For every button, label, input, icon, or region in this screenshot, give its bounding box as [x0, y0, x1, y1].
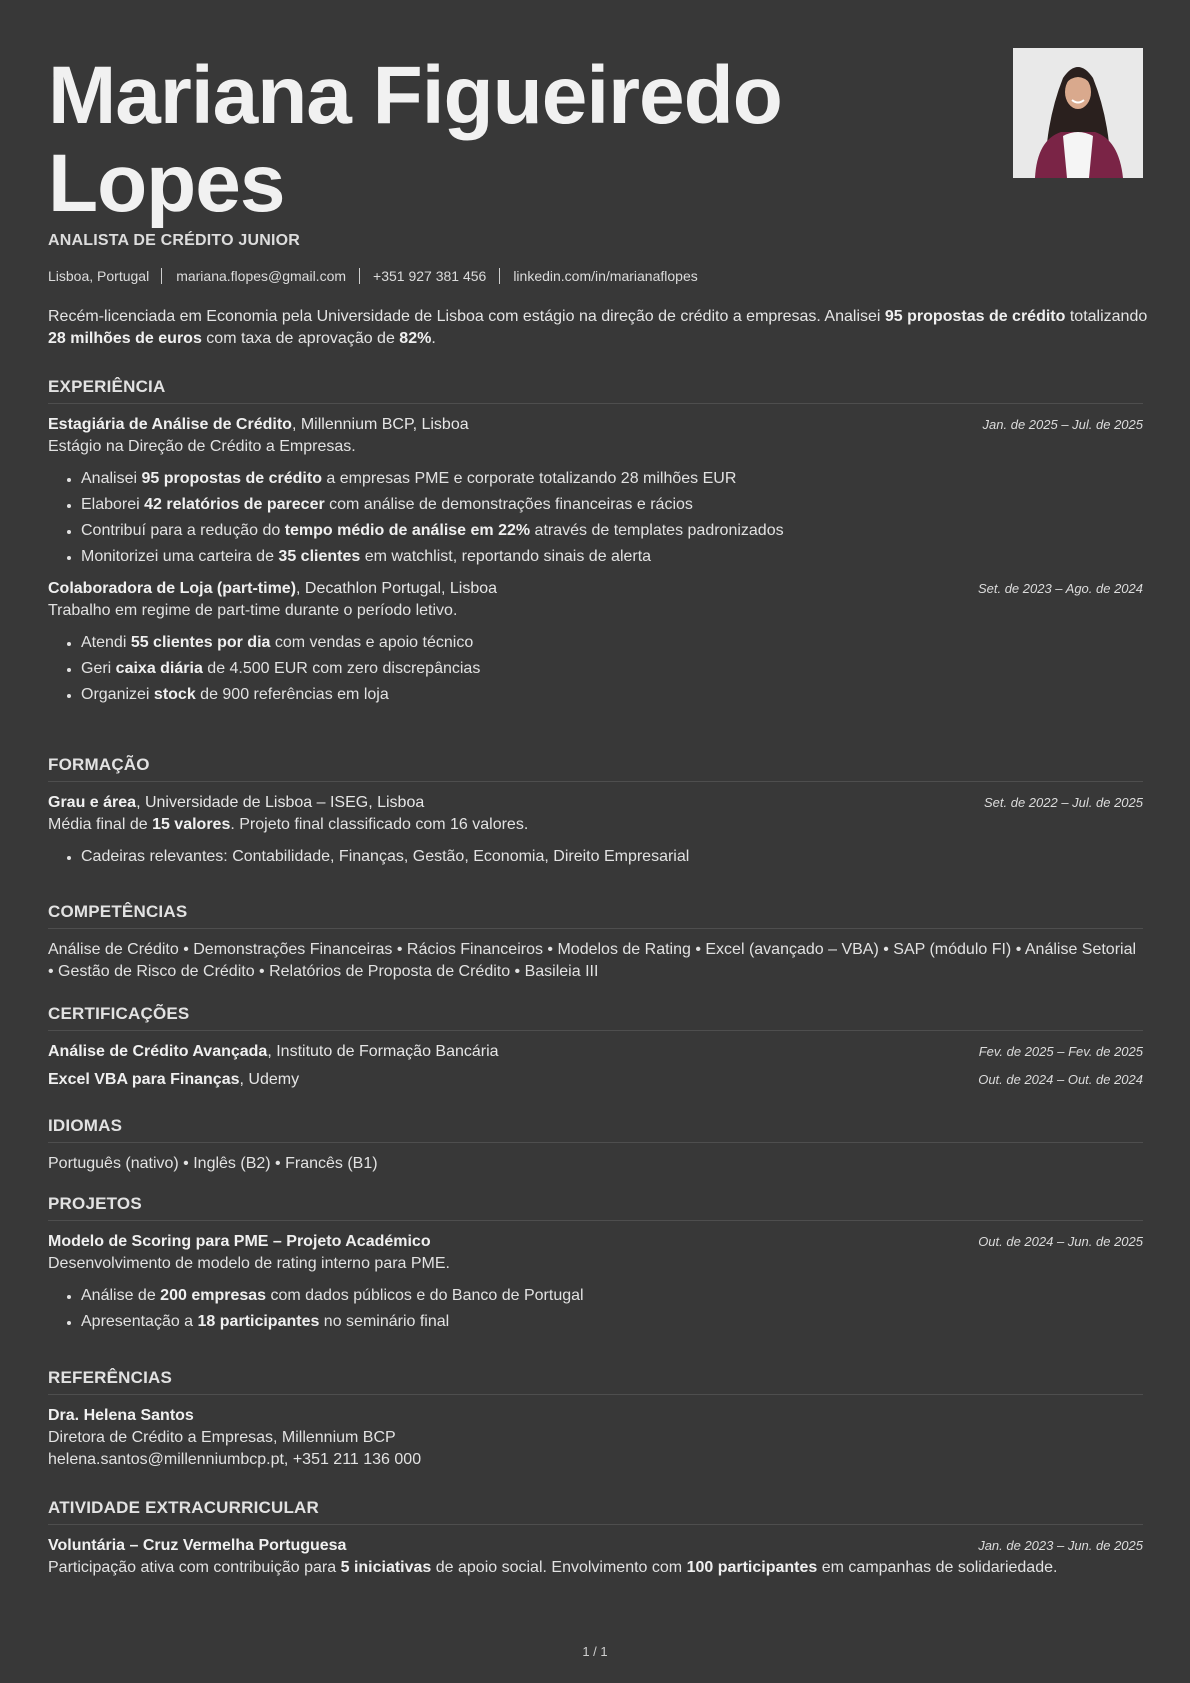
reference-position: Diretora de Crédito a Empresas, Millennium BCP [48, 1429, 396, 1446]
job-org: , Decathlon Portugal, Lisboa [296, 580, 498, 597]
section-title: IDIOMAS [48, 1116, 1143, 1143]
list-item: • Atendi 55 clientes por dia com vendas e apoio técnico [81, 630, 1143, 656]
job-description: Estágio na Direção de Crédito a Empresas. [48, 438, 356, 455]
education-date: Set. de 2022 – Jul. de 2025 [983, 795, 1143, 810]
degree: Grau e área [48, 794, 137, 811]
list-item: • Apresentação a 18 participantes no seminário final [81, 1309, 1143, 1335]
reference-contact: helena.santos@millenniumbcp.pt, +351 211 136 000 [48, 1451, 422, 1468]
institution: , Universidade de Lisboa – ISEG, Lisboa [136, 794, 425, 811]
certification-org: , Udemy [239, 1071, 300, 1088]
divider [161, 268, 162, 284]
job-heading [48, 578, 497, 600]
summary-text: . [431, 330, 436, 347]
job-role: Estagiária de Análise de Crédito [48, 416, 292, 433]
skills-section [48, 902, 1143, 983]
certification-org: , Instituto de Formação Bancária [267, 1043, 499, 1060]
list-item: • Elaborei 42 relatórios de parecer com análise de demonstrações financeiras e rácios [81, 492, 1143, 518]
list-item: • Contribuí para a redução do tempo médio de análise em 22% através de templates padronizados [81, 518, 1143, 544]
contact-info [48, 268, 698, 284]
contact-location: Lisboa, Portugal [48, 268, 150, 284]
summary-highlight: 28 milhões de euros [48, 330, 202, 347]
job-entry [48, 414, 1143, 570]
list-item: • Analisei 95 propostas de crédito a empresas PME e corporate totalizando 28 milhões EUR [81, 466, 1143, 492]
profile-photo [1013, 48, 1143, 178]
education-bullets [48, 844, 1143, 870]
section-title: COMPETÊNCIAS [48, 902, 1143, 929]
project-bullets [48, 1283, 1143, 1335]
skills-list: Análise de Crédito • Demonstrações Financeiras • Rácios Financeiros • Modelos de Rating • Excel (avançado – VBA) • SAP (módulo FI) • Análise Setorial • Gestão de Risco de Crédito • Relatórios de Proposta de Crédito • Basileia III [48, 941, 1137, 980]
job-heading [48, 414, 469, 436]
summary-text: com taxa de aprovação de [201, 330, 400, 347]
education-description: Média final de 15 valores. Projeto final classificado com 16 valores. [48, 816, 529, 833]
profile-summary [48, 306, 1148, 350]
project-date: Out. de 2024 – Jun. de 2025 [978, 1234, 1143, 1249]
education-heading [48, 792, 424, 814]
summary-highlight: 82% [399, 330, 432, 347]
certifications-section [48, 1004, 1143, 1091]
experience-section [48, 377, 1143, 708]
job-bullets [48, 630, 1143, 708]
job-description: Trabalho em regime de part-time durante o período letivo. [48, 602, 458, 619]
divider [499, 268, 500, 284]
activity-description: Participação ativa com contribuição para 5 iniciativas de apoio social. Envolvimento com 100 participantes em campanhas de solidariedade. [48, 1559, 1058, 1576]
reference-name: Dra. Helena Santos [48, 1407, 194, 1424]
certification-date: Out. de 2024 – Out. de 2024 [978, 1072, 1143, 1087]
contact-email[interactable]: mariana.flopes@gmail.com [176, 268, 347, 284]
languages-section [48, 1116, 1143, 1175]
list-item: • Organizei stock de 900 referências em loja [81, 682, 1143, 708]
summary-highlight: 95 propostas de crédito [884, 308, 1066, 325]
projects-section [48, 1194, 1143, 1335]
candidate-name: Mariana Figueiredo Lopes [48, 50, 782, 229]
summary-text: Recém-licenciada em Economia pela Universidade de Lisboa com estágio na direção de crédito a empresas. Analisei [48, 308, 885, 325]
certification-name: Excel VBA para Finanças [48, 1071, 240, 1088]
list-item: • Geri caixa diária de 4.500 EUR com zero discrepâncias [81, 656, 1143, 682]
summary-text: totalizando [1065, 308, 1148, 325]
education-section [48, 755, 1143, 870]
activity-date: Jan. de 2023 – Jun. de 2025 [978, 1538, 1143, 1553]
job-role: Colaboradora de Loja (part-time) [48, 580, 297, 597]
certification-item [48, 1041, 1143, 1063]
list-item: • Cadeiras relevantes: Contabilidade, Finanças, Gestão, Economia, Direito Empresarial [81, 844, 1143, 870]
certification-item [48, 1069, 1143, 1091]
job-date: Set. de 2023 – Ago. de 2024 [977, 581, 1143, 596]
job-entry [48, 578, 1143, 708]
activity-name: Voluntária – Cruz Vermelha Portuguesa [48, 1537, 347, 1554]
section-title: FORMAÇÃO [48, 755, 1143, 782]
job-org: , Millennium BCP, Lisboa [291, 416, 469, 433]
project-name: Modelo de Scoring para PME – Projeto Académico [48, 1233, 431, 1250]
page-number: 1 / 1 [582, 1644, 608, 1659]
divider [359, 268, 360, 284]
section-title: PROJETOS [48, 1194, 1143, 1221]
section-title: CERTIFICAÇÕES [48, 1004, 1143, 1031]
list-item: • Análise de 200 empresas com dados públicos e do Banco de Portugal [81, 1283, 1143, 1309]
project-description: Desenvolvimento de modelo de rating interno para PME. [48, 1255, 450, 1272]
job-date: Jan. de 2025 – Jul. de 2025 [982, 417, 1143, 432]
section-title: ATIVIDADE EXTRACURRICULAR [48, 1498, 1143, 1525]
job-title: ANALISTA DE CRÉDITO JUNIOR [48, 232, 301, 249]
section-title: EXPERIÊNCIA [48, 377, 1143, 404]
extracurricular-section [48, 1498, 1143, 1579]
certification-date: Fev. de 2025 – Fev. de 2025 [978, 1044, 1143, 1059]
job-bullets [48, 466, 1143, 570]
references-section [48, 1368, 1143, 1471]
person-photo-icon [1013, 48, 1143, 178]
contact-phone[interactable]: +351 927 381 456 [373, 268, 487, 284]
section-title: REFERÊNCIAS [48, 1368, 1143, 1395]
contact-linkedin[interactable]: linkedin.com/in/marianaflopes [513, 268, 698, 284]
languages-list: Português (nativo) • Inglês (B2) • Francês (B1) [48, 1155, 378, 1172]
certification-name: Análise de Crédito Avançada [48, 1043, 268, 1060]
list-item: • Monitorizei uma carteira de 35 clientes em watchlist, reportando sinais de alerta [81, 544, 1143, 570]
